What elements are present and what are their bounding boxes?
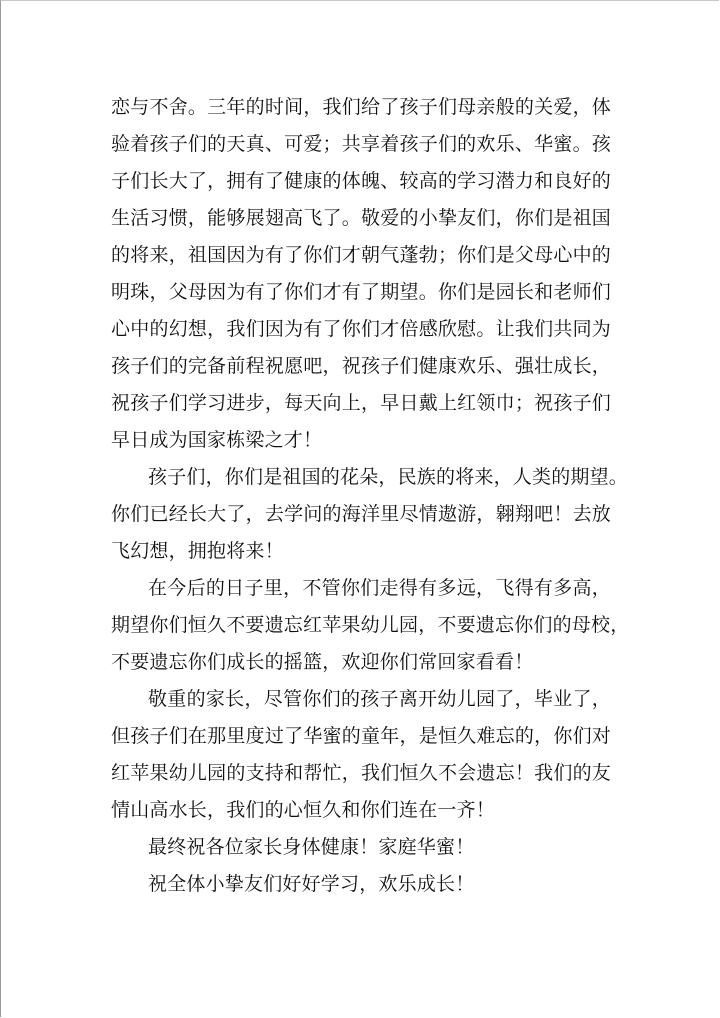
paragraph-start-line: 敬重的家长，尽管你们的孩子离开幼儿园了，毕业了， — [148, 688, 611, 710]
text-line: 早日成为国家栋梁之才！ — [111, 429, 323, 451]
paragraph-start-line: 孩子们，你们是祖国的花朵，民族的将来，人类的期望。 — [148, 466, 629, 488]
text-line: 子们长大了，拥有了健康的体魄、较高的学习潜力和良好的 — [111, 170, 611, 192]
document-body — [111, 89, 630, 903]
text-line: 心中的幻想，我们因为有了你们才倍感欣慰。让我们共同为 — [111, 318, 611, 340]
text-line: 生活习惯，能够展翅高飞了。敬爱的小挚友们，你们是祖国 — [111, 207, 611, 229]
paragraph-start-line: 祝全体小挚友们好好学习，欢乐成长！ — [148, 873, 475, 895]
text-line: 孩子们的完备前程祝愿吧，祝孩子们健康欢乐、强壮成长， — [111, 355, 611, 377]
text-line: 情山高水长，我们的心恒久和你们连在一齐！ — [111, 799, 496, 821]
paragraph-start-line: 在今后的日子里，不管你们走得有多远，飞得有多高， — [148, 577, 611, 599]
text-line: 的将来，祖国因为有了你们才朝气蓬勃；你们是父母心中的 — [111, 244, 611, 266]
text-line: 你们已经长大了，去学问的海洋里尽情遨游，翱翔吧！去放 — [111, 503, 611, 525]
text-line: 飞幻想，拥抱将来！ — [111, 540, 284, 562]
text-line: 期望你们恒久不要遗忘红苹果幼儿园，不要遗忘你们的母校， — [111, 614, 630, 636]
text-line: 明珠，父母因为有了你们才有了期望。你们是园长和老师们 — [111, 281, 611, 303]
text-line: 不要遗忘你们成长的摇篮，欢迎你们常回家看看！ — [111, 651, 534, 673]
paragraph-start-line: 最终祝各位家长身体健康！家庭华蜜！ — [148, 836, 475, 858]
text-line: 红苹果幼儿园的支持和帮忙，我们恒久不会遗忘！我们的友 — [111, 762, 611, 784]
text-line: 祝孩子们学习进步，每天向上，早日戴上红领巾；祝孩子们 — [111, 392, 611, 414]
text-line: 验着孩子们的天真、可爱；共享着孩子们的欢乐、华蜜。孩 — [111, 133, 611, 155]
text-line: 但孩子们在那里度过了华蜜的童年，是恒久难忘的，你们对 — [111, 725, 611, 747]
text-line: 恋与不舍。三年的时间，我们给了孩子们母亲般的关爱，体 — [111, 96, 611, 118]
